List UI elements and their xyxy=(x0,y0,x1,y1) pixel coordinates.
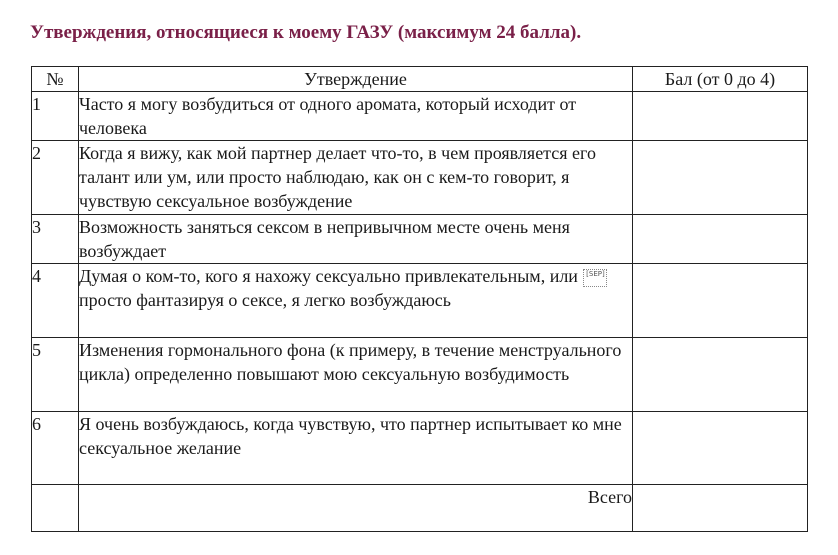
table-row xyxy=(32,264,808,338)
row-statement: Часто я могу возбудиться от одного аромата, который исходит от человека xyxy=(79,92,633,141)
total-score-cell[interactable] xyxy=(633,485,808,532)
total-label: Всего xyxy=(79,485,633,532)
row-score-cell[interactable] xyxy=(633,412,808,485)
table-row xyxy=(32,141,808,215)
header-score: Бал (от 0 до 4) xyxy=(633,67,808,92)
row-statement: Когда я вижу, как мой партнер делает что-то, в чем проявляется его талант или ум, или просто наблюдаю, как он с кем-то говорит, я чувствую сексуальное возбуждение xyxy=(79,141,633,215)
total-empty-cell xyxy=(32,485,79,532)
row-number: 4 xyxy=(32,264,79,338)
row-score-cell[interactable] xyxy=(633,92,808,141)
total-row xyxy=(32,485,808,532)
table-row xyxy=(32,412,808,485)
statements-table xyxy=(31,66,808,532)
row-statement: Возможность заняться сексом в непривычном месте очень меня возбуждает xyxy=(79,215,633,264)
row-statement: Изменения гормонального фона (к примеру, в течение менструального цикла) определенно повышают мою сексуальную возбудимость xyxy=(79,338,633,412)
row-score-cell[interactable] xyxy=(633,264,808,338)
table-row xyxy=(32,215,808,264)
header-statement: Утверждение xyxy=(79,67,633,92)
sep-glyph-icon: [SEP] xyxy=(583,269,607,287)
row-number: 3 xyxy=(32,215,79,264)
statement-text-part: Думая о ком-то, кого я нахожу сексуально привлекательным, или xyxy=(79,266,583,286)
table-row xyxy=(32,338,808,412)
row-number: 6 xyxy=(32,412,79,485)
page-heading: Утверждения, относящиеся к моему ГАЗУ (максимум 24 балла). xyxy=(30,22,582,43)
row-score-cell[interactable] xyxy=(633,215,808,264)
row-statement xyxy=(79,264,633,338)
table-row xyxy=(32,92,808,141)
row-score-cell[interactable] xyxy=(633,141,808,215)
statement-text-part: просто фантазируя о сексе, я легко возбуждаюсь xyxy=(79,290,452,310)
row-number: 2 xyxy=(32,141,79,215)
row-number: 1 xyxy=(32,92,79,141)
table-header-row xyxy=(32,67,808,92)
row-statement: Я очень возбуждаюсь, когда чувствую, что партнер испытывает ко мне сексуальное желание xyxy=(79,412,633,485)
header-number: № xyxy=(32,67,79,92)
row-number: 5 xyxy=(32,338,79,412)
row-score-cell[interactable] xyxy=(633,338,808,412)
